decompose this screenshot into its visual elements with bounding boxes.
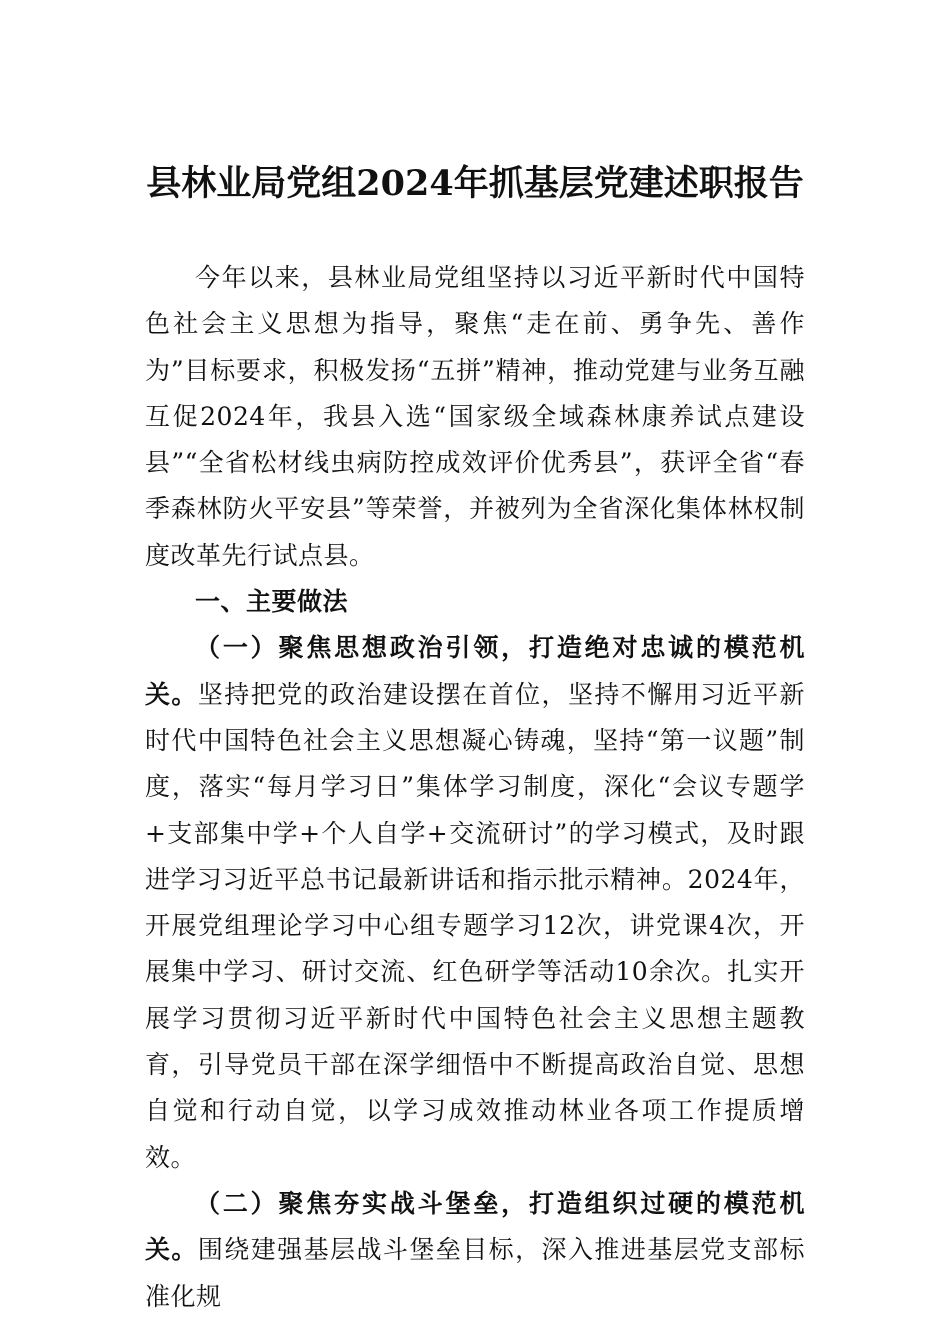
subsection-2-paragraph	[145, 1181, 805, 1320]
section-heading-main-practices: 一、主要做法	[195, 587, 349, 617]
document-body	[145, 255, 805, 1320]
document-title: 县林业局党组2024年抓基层党建述职报告	[146, 163, 804, 204]
subsection-1-body: 坚持把党的政治建设摆在首位，坚持不懈用习近平新时代中国特色社会主义思想凝心铸魂，坚持“第一议题”制度，落实“每月学习日”集体学习制度，深化“会议专题学+支部集中学+个人自学+交流研讨”的学习模式，及时跟进学习习近平总书记最新讲话和指示批示精神。2024年，开展党组理论学习中心组专题学习12次，讲党课4次，开展集中学习、研讨交流、红色研学等活动10余次。扎实开展学习贯彻习近平新时代中国特色社会主义思想主题教育，引导党员干部在深学细悟中不断提高政治自觉、思想自觉和行动自觉，以学习成效推动林业各项工作提质增效。	[145, 679, 805, 1172]
subsection-2-heading: （二）聚焦夯实战斗堡垒，打造组织过硬的模范机关。	[145, 1188, 805, 1265]
subsection-2-body: 围绕建强基层战斗堡垒目标，深入推进基层党支部标准化规	[145, 1235, 805, 1311]
subsection-1-heading: （一）聚焦思想政治引领，打造绝对忠诚的模范机关。	[145, 633, 805, 709]
intro-paragraph: 今年以来，县林业局党组坚持以习近平新时代中国特色社会主义思想为指导，聚焦“走在前、勇争先、善作为”目标要求，积极发扬“五拼”精神，推动党建与业务互融互促2024年，我县入选“国家级全域森林康养试点建设县”“全省松材线虫病防控成效评价优秀县”，获评全省“春季森林防火平安县”等荣誉，并被列为全省深化集体林权制度改革先行试点县。	[145, 263, 805, 570]
subsection-1-paragraph	[145, 625, 805, 1181]
